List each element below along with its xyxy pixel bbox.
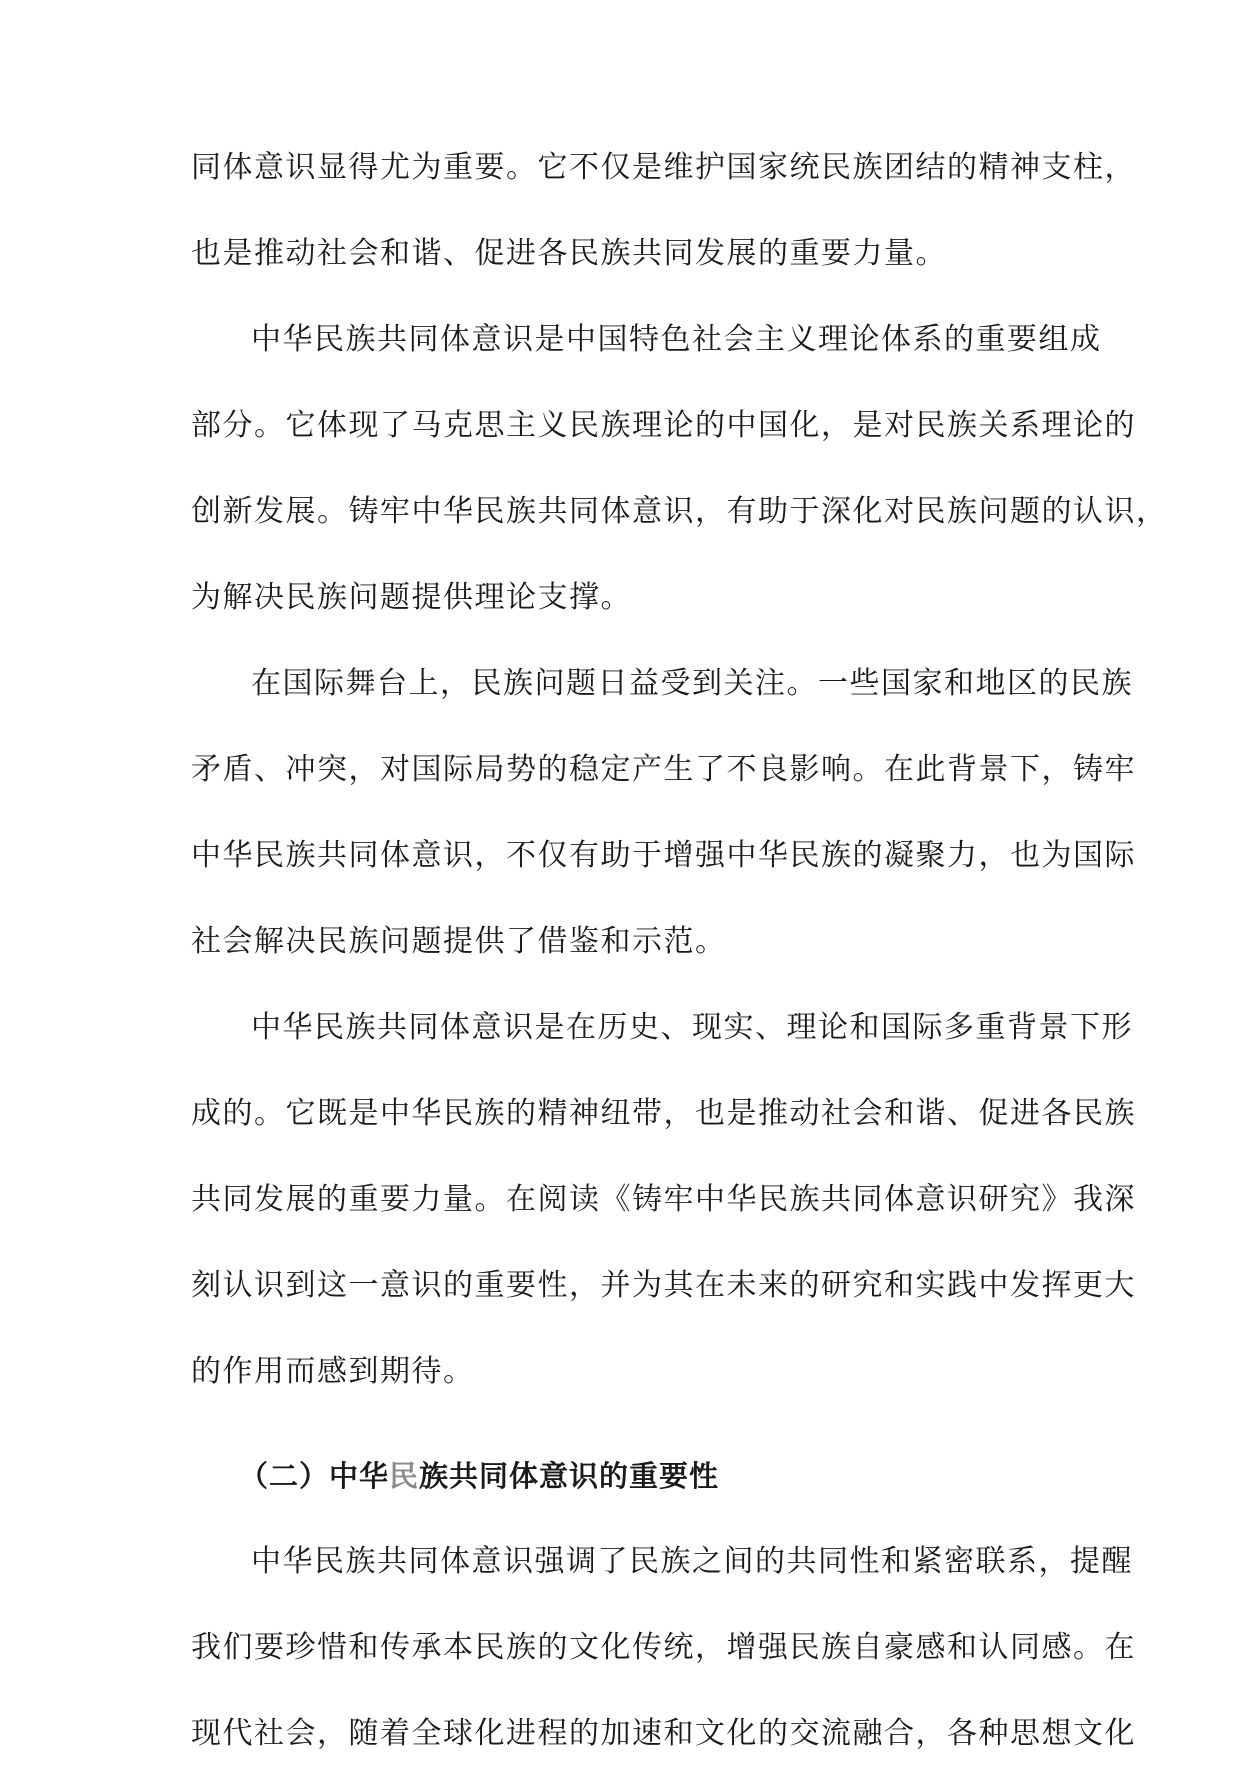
paragraph-1 [191,138,1136,310]
heading-suffix: 族共同体意识的重要性 [419,1459,720,1493]
paragraph-line: 创新发展。铸牢中华民族共同体意识，有助于深化对民族问题的认识， [191,494,1168,529]
paragraph-line: 同体意识显得尤为重要。它不仅是维护国家统民族团结的精神支柱， [191,150,1136,185]
paragraph-line: 中华民族共同体意识强调了民族之间的共同性和紧密联系，提醒 [251,1544,1133,1579]
paragraph-line: 在国际舞台上，民族问题日益受到关注。一些国家和地区的民族 [251,666,1133,701]
paragraph-line: 中华民族共同体意识是中国特色社会主义理论体系的重要组成 [251,322,1102,357]
paragraph-2 [191,310,1168,654]
paragraph-line: 现代社会，随着全球化进程的加速和文化的交流融合，各种思想文化 [191,1716,1136,1751]
paragraph-line: 成的。它既是中华民族的精神纽带，也是推动社会和谐、促进各民族 [191,1096,1136,1131]
paragraph-line: 共同发展的重要力量。在阅读《铸牢中华民族共同体意识研究》我深 [191,1182,1136,1217]
paragraph-line: 部分。它体现了马克思主义民族理论的中国化，是对民族关系理论的 [191,408,1136,443]
heading-prefix: （二）中华 [239,1459,390,1493]
paragraph-line: 中华民族共同体意识是在历史、现实、理论和国际多重背景下形 [251,1010,1133,1045]
paragraph-line: 的作用而感到期待。 [191,1354,475,1389]
paragraph-line: 矛盾、冲突，对国际局势的稳定产生了不良影响。在此背景下，铸牢 [191,752,1136,787]
paragraph-line: 刻认识到这一意识的重要性，并为其在未来的研究和实践中发挥更大 [191,1268,1136,1303]
paragraph-line: 也是推动社会和谐、促进各民族共同发展的重要力量。 [191,236,947,271]
paragraph-5 [191,1532,1136,1790]
heading-highlight: 民 [389,1459,420,1493]
paragraph-line: 社会解决民族问题提供了借鉴和示范。 [191,924,727,959]
paragraph-line: 为解决民族问题提供理论支撑。 [191,580,632,615]
paragraph-line: 中华民族共同体意识，不仅有助于增强中华民族的凝聚力，也为国际 [191,838,1136,873]
paragraph-line: 我们要珍惜和传承本民族的文化传统，增强民族自豪感和认同感。在 [191,1630,1136,1665]
section-heading [191,1446,1051,1532]
section-gap [191,1428,1051,1446]
document-body [191,138,1168,1790]
paragraph-3 [191,654,1136,998]
paragraph-4 [191,998,1136,1428]
